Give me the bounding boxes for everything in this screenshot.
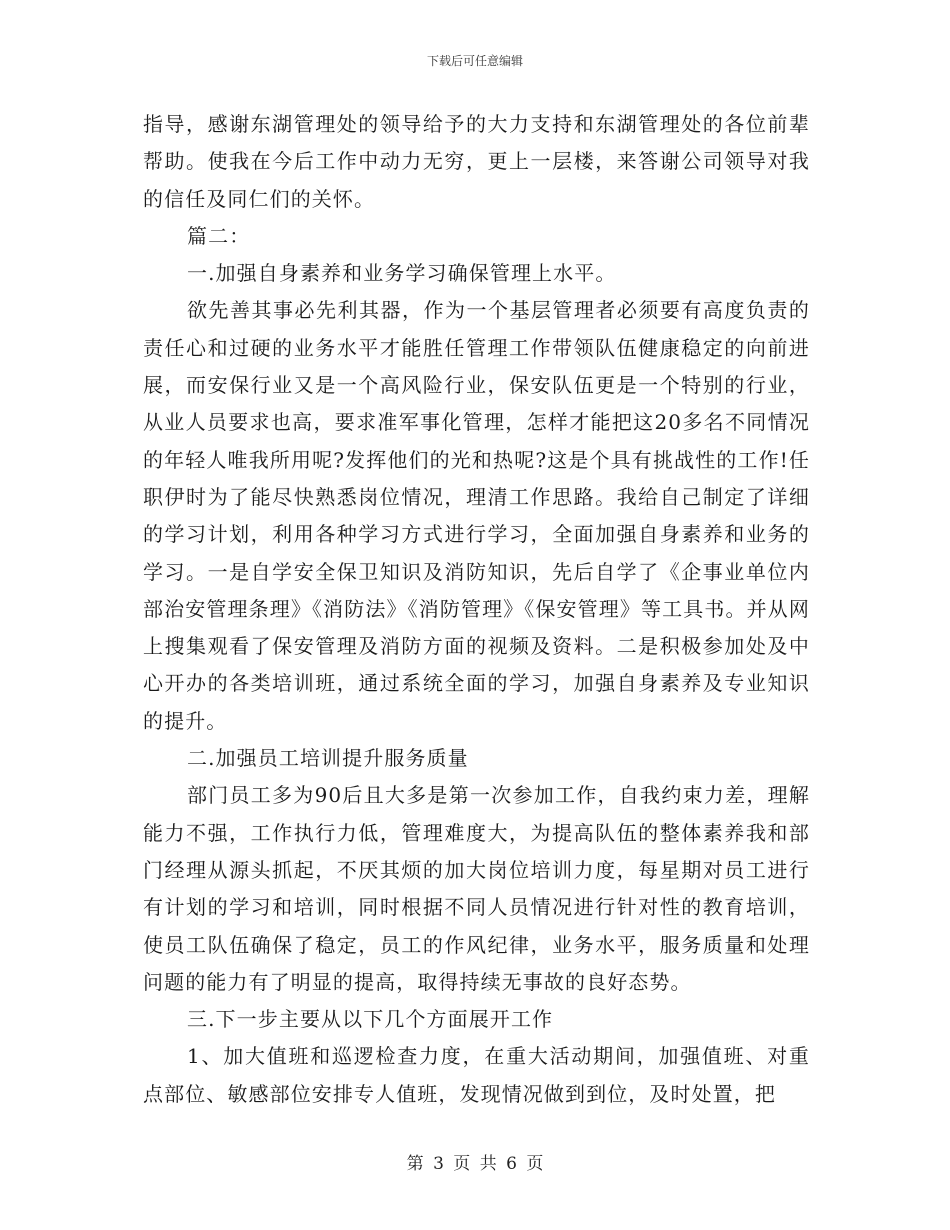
page-footer: 第 3 页 共 6 页 xyxy=(406,1154,544,1174)
heading-one: 一.加强自身素养和业务学习确保管理上水平。 xyxy=(187,261,617,286)
heading-two: 二.加强员工培训提升服务质量 xyxy=(187,746,469,771)
page-header: 下载后可任意编辑 xyxy=(426,54,523,68)
paragraph-continuation: 指导，感谢东湖管理处的领导给予的大力支持和东湖管理处的各位前辈帮助。使我在今后工作中动力无穷，更上一层楼，来答谢公司领导对我的信任及同仁们的关怀。 xyxy=(143,112,810,211)
paragraph-two: 部门员工多为90后且大多是第一次参加工作，自我约束力差，理解能力不强，工作执行力低，管理难度大，为提高队伍的整体素养我和部门经理从源头抓起，不厌其烦的加大岗位培训力度，每星期对员工进行有计划的学习和培训，同时根据不同人员情况进行针对性的教育培训，使员工队伍确保了稳定，员工的作风纪律，业务水平，服务质量和处理问题的能力有了明显的提高，取得持续无事故的良好态势。 xyxy=(143,783,810,994)
heading-three: 三.下一步主要从以下几个方面展开工作 xyxy=(187,1007,554,1032)
paragraph-three: 1、加大值班和巡逻检查力度，在重大活动期间，加强值班、对重点部位、敏感部位安排专人值班，发现情况做到到位，及时处置，把 xyxy=(143,1044,810,1106)
document-body xyxy=(143,106,810,1113)
paragraph-one: 欲先善其事必先利其器，作为一个基层管理者必须要有高度负责的责任心和过硬的业务水平才能胜任管理工作带领队伍健康稳定的向前进展，而安保行业又是一个高风险行业，保安队伍更是一个特别的行业，从业人员要求也高，要求准军事化管理，怎样才能把这20多名不同情况的年轻人唯我所用呢?发挥他们的光和热呢?这是个具有挑战性的工作!任职伊时为了能尽快熟悉岗位情况，理清工作思路。我给自己制定了详细的学习计划，利用各种学习方式进行学习，全面加强自身素养和业务的学习。一是自学安全保卫知识及消防知识，先后自学了《企事业单位内部治安管理条理》《消防法》《消防管理》《保安管理》等工具书。并从网上搜集观看了保安管理及消防方面的视频及资料。二是积极参加处及中心开办的各类培训班，通过系统全面的学习，加强自身素养及专业知识的提升。 xyxy=(143,298,810,733)
section-label: 篇二： xyxy=(187,223,251,248)
